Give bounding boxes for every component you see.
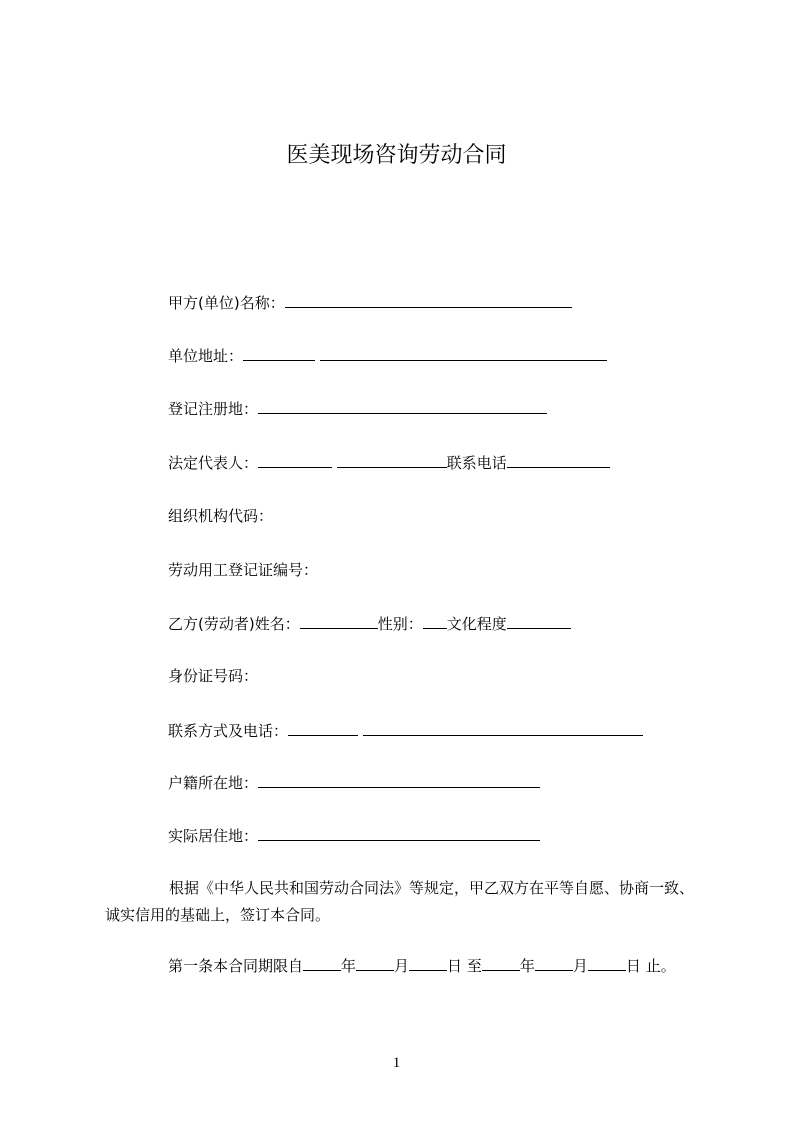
end-label: 止。 <box>645 957 676 975</box>
unit-address-blank-2[interactable] <box>320 345 607 361</box>
party-a-name-label: 甲方(单位)名称： <box>168 294 285 312</box>
contact-phone-blank[interactable] <box>507 452 610 468</box>
contact-info-label: 联系方式及电话： <box>168 722 289 740</box>
legal-rep-blank[interactable] <box>258 452 332 468</box>
to-label: 至 <box>466 957 482 975</box>
end-day-label: 日 <box>625 957 641 975</box>
org-code-label: 组织机构代码： <box>168 507 274 525</box>
gender-label: 性别： <box>377 615 423 633</box>
unit-address-blank-1[interactable] <box>243 345 315 361</box>
end-month-label: 月 <box>572 957 588 975</box>
legal-rep-blank-2[interactable] <box>337 452 447 468</box>
labor-reg-label: 劳动用工登记证编号： <box>168 561 319 579</box>
household-reg-line <box>168 772 540 793</box>
id-number-line <box>168 666 258 686</box>
education-label: 文化程度 <box>446 615 507 633</box>
id-number-label: 身份证号码： <box>168 667 259 685</box>
page-number: 1 <box>392 1055 401 1071</box>
start-day-label: 日 <box>447 957 463 975</box>
end-year-label: 年 <box>519 957 535 975</box>
party-a-name-line <box>168 292 572 313</box>
contact-info-blank-1[interactable] <box>288 720 358 736</box>
start-day-blank[interactable] <box>409 955 447 971</box>
party-b-name-blank[interactable] <box>300 613 378 629</box>
article1-line <box>168 955 676 976</box>
article1-prefix: 第一条本合同期限自 <box>168 957 304 975</box>
document-title: 医美现场咨询劳动合同 <box>286 143 507 168</box>
start-year-blank[interactable] <box>303 955 341 971</box>
legal-rep-label: 法定代表人： <box>168 454 259 472</box>
actual-residence-line <box>168 825 540 846</box>
contact-phone-label: 联系电话 <box>446 454 507 472</box>
labor-reg-line <box>168 560 318 580</box>
legal-rep-line <box>168 452 610 473</box>
party-a-name-blank[interactable] <box>285 292 572 308</box>
education-blank[interactable] <box>507 613 571 629</box>
unit-address-line <box>168 345 607 366</box>
intro-paragraph: 根据《中华人民共和国劳动合同法》等规定，甲乙双方在平等自愿、协商一致、诚实信用的基础上，签订本合同。 <box>105 879 695 924</box>
actual-residence-label: 实际居住地： <box>168 827 259 845</box>
end-day-blank[interactable] <box>588 955 626 971</box>
contact-info-blank-2[interactable] <box>363 720 643 736</box>
registration-place-blank[interactable] <box>258 398 547 414</box>
end-year-blank[interactable] <box>482 955 520 971</box>
start-year-label: 年 <box>341 957 357 975</box>
household-reg-label: 户籍所在地： <box>168 774 259 792</box>
end-month-blank[interactable] <box>535 955 573 971</box>
party-b-line <box>168 613 571 634</box>
party-b-name-label: 乙方(劳动者)姓名： <box>168 615 300 633</box>
unit-address-label: 单位地址： <box>168 347 244 365</box>
start-month-blank[interactable] <box>356 955 394 971</box>
actual-residence-blank[interactable] <box>258 825 540 841</box>
gender-blank[interactable] <box>423 613 447 629</box>
start-month-label: 月 <box>394 957 410 975</box>
household-reg-blank[interactable] <box>258 772 540 788</box>
registration-place-label: 登记注册地： <box>168 400 259 418</box>
contact-info-line <box>168 720 643 741</box>
org-code-line <box>168 506 273 526</box>
registration-place-line <box>168 398 547 419</box>
